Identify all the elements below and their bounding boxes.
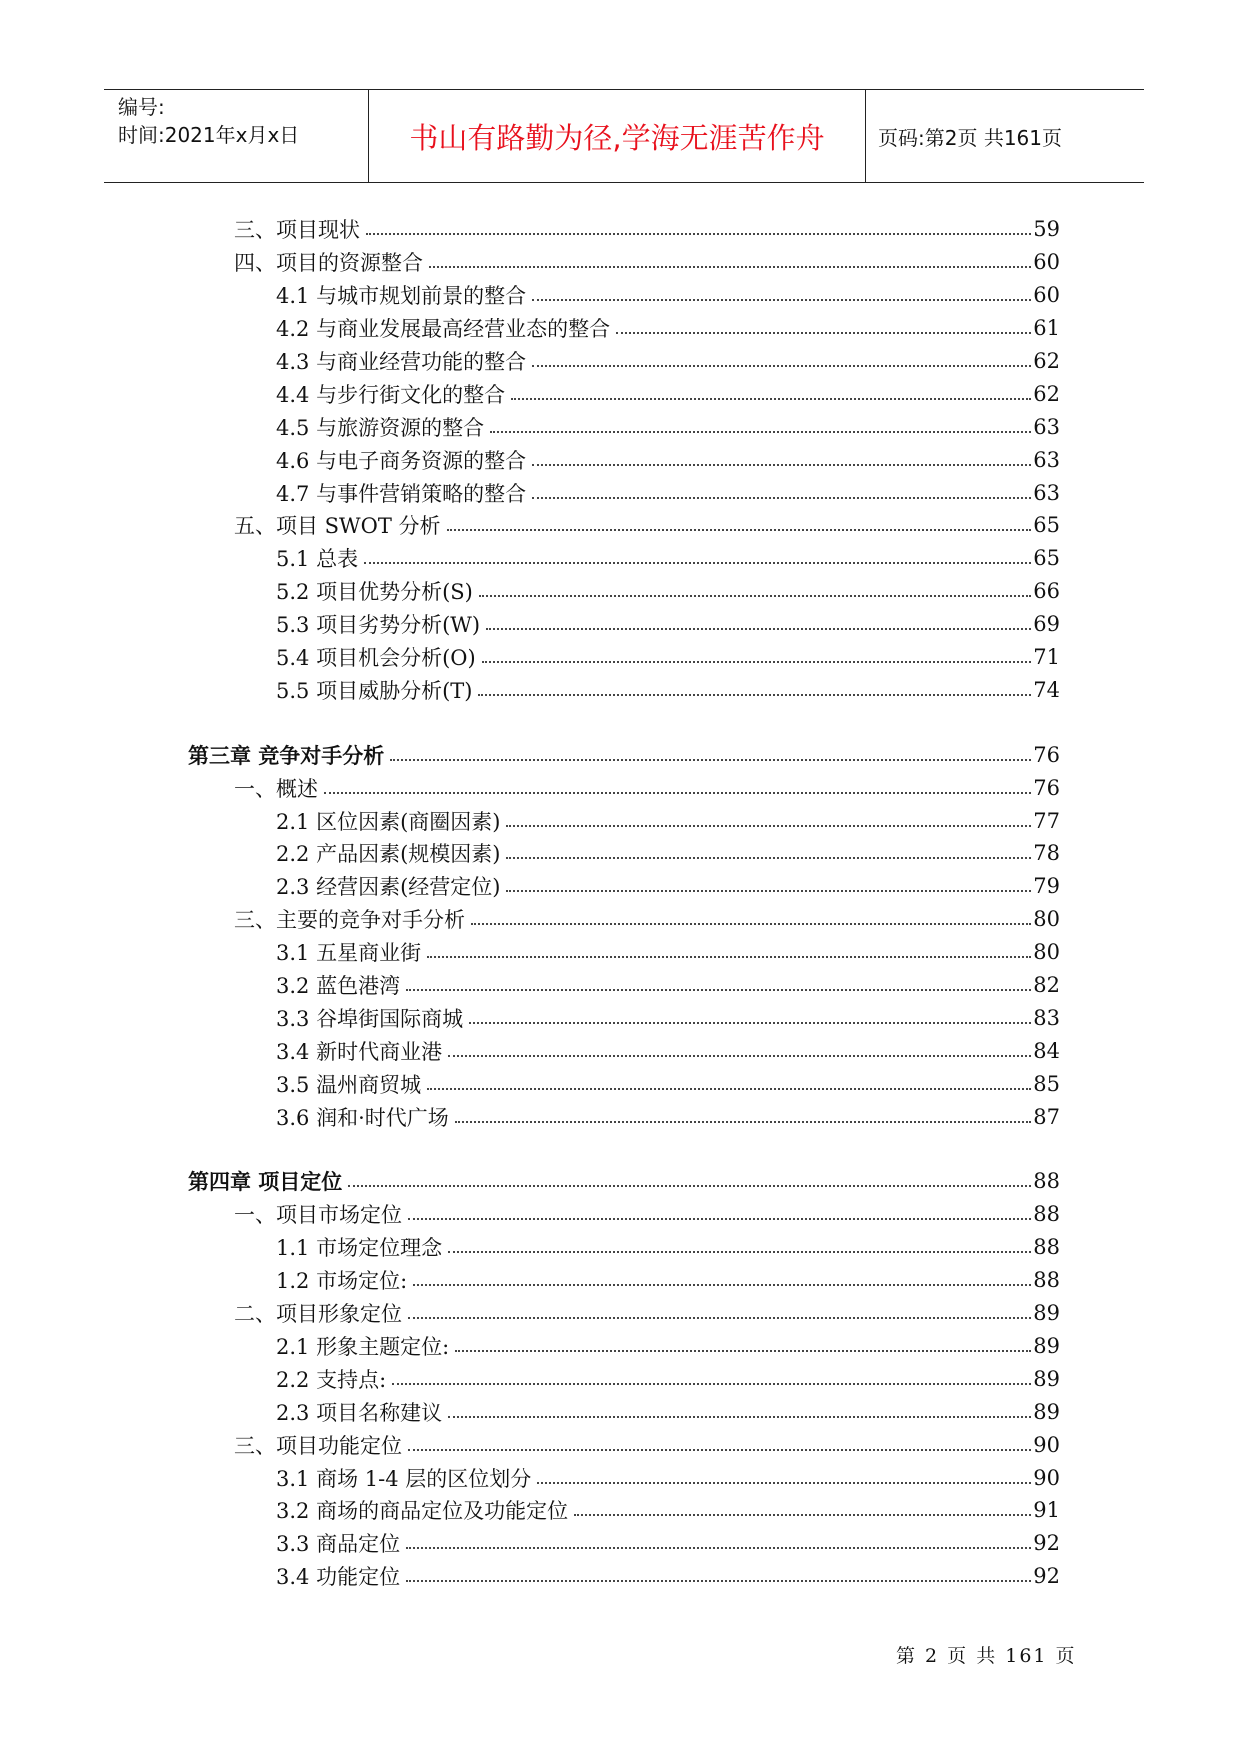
page-header <box>104 89 1144 183</box>
toc-entry-page: 90 <box>1033 1465 1060 1490</box>
toc-entry-title: 4.5 与旅游资源的整合 <box>276 415 485 440</box>
toc-entry[interactable] <box>276 1231 1060 1264</box>
toc-leader-dots <box>429 266 1031 268</box>
toc-entry-page: 62 <box>1033 349 1060 373</box>
toc-entry-title: 4.6 与电子商务资源的整合 <box>276 448 527 473</box>
toc-leader-dots <box>364 562 1031 564</box>
toc-entry[interactable] <box>276 1330 1060 1363</box>
toc-entry[interactable] <box>276 1560 1060 1593</box>
toc-entry-page: 63 <box>1033 414 1060 439</box>
time-label: 时间:2021年x月x日 <box>118 123 300 147</box>
header-page-info: 页码:第2页 共161页 <box>878 125 1062 150</box>
toc-leader-dots <box>324 792 1031 794</box>
toc-entry-page: 82 <box>1033 973 1060 998</box>
toc-leader-dots <box>413 1284 1031 1286</box>
toc-entry-title: 2.2 支持点: <box>276 1367 387 1392</box>
toc-leader-dots <box>392 1383 1031 1385</box>
toc-entry-page: 65 <box>1033 546 1060 571</box>
toc-entry[interactable] <box>276 410 1060 443</box>
toc-entry-title: 3.2 蓝色港湾 <box>276 974 401 999</box>
toc-entry[interactable] <box>276 1001 1060 1034</box>
toc-entry-title: 5.3 项目劣势分析(W) <box>276 613 481 638</box>
toc-entry-title: 3.4 功能定位 <box>276 1565 401 1590</box>
toc-entry-title: 3.3 商品定位 <box>276 1532 401 1557</box>
toc-entry-title: 3.5 温州商贸城 <box>276 1072 422 1097</box>
toc-chapter-entry[interactable] <box>188 1165 1060 1198</box>
toc-entry-page: 92 <box>1033 1531 1060 1556</box>
toc-entry[interactable] <box>276 936 1060 969</box>
toc-entry[interactable] <box>234 246 1060 279</box>
toc-entry-title: 四、项目的资源整合 <box>234 251 423 276</box>
toc-entry[interactable] <box>276 312 1060 345</box>
toc-entry-title: 第四章 项目定位 <box>188 1170 343 1195</box>
toc-entry[interactable] <box>276 1100 1060 1133</box>
toc-leader-dots <box>471 923 1031 925</box>
toc-entry[interactable] <box>276 804 1060 837</box>
toc-leader-dots <box>448 1055 1031 1057</box>
toc-entry[interactable] <box>276 443 1060 476</box>
toc-entry-title: 4.4 与步行街文化的整合 <box>276 382 506 407</box>
toc-leader-dots <box>406 989 1031 991</box>
toc-entry[interactable] <box>234 213 1060 246</box>
toc-entry[interactable] <box>234 509 1060 542</box>
toc-entry-title: 2.1 形象主题定位: <box>276 1334 450 1359</box>
toc-leader-dots <box>511 398 1031 400</box>
toc-leader-dots <box>574 1514 1031 1516</box>
toc-leader-dots <box>408 1317 1031 1319</box>
toc-entry-page: 80 <box>1033 940 1060 965</box>
toc-leader-dots <box>486 628 1031 630</box>
toc-leader-dots <box>506 890 1031 892</box>
toc-entry-title: 5.2 项目优势分析(S) <box>276 580 473 605</box>
toc-entry[interactable] <box>234 1297 1060 1330</box>
toc-entry[interactable] <box>276 1362 1060 1395</box>
toc-entry[interactable] <box>276 279 1060 312</box>
toc-entry-page: 91 <box>1033 1498 1060 1523</box>
toc-entry-title: 3.2 商场的商品定位及功能定位 <box>276 1499 569 1524</box>
toc-entry-page: 60 <box>1033 250 1060 275</box>
toc-entry-title: 三、项目功能定位 <box>234 1433 402 1458</box>
toc-leader-dots <box>348 1185 1031 1187</box>
toc-entry-page: 63 <box>1033 447 1060 472</box>
toc-entry[interactable] <box>276 1034 1060 1067</box>
toc-entry-page: 92 <box>1033 1564 1060 1589</box>
toc-entry-title: 4.7 与事件营销策略的整合 <box>276 481 527 506</box>
toc-entry[interactable] <box>234 903 1060 936</box>
toc-leader-dots <box>408 1449 1031 1451</box>
toc-entry[interactable] <box>276 1067 1060 1100</box>
toc-leader-dots <box>506 825 1031 827</box>
toc-entry-title: 3.1 商场 1-4 层的区位划分 <box>276 1466 532 1491</box>
toc-entry-title: 三、主要的竞争对手分析 <box>234 908 465 933</box>
toc-leader-dots <box>406 1580 1031 1582</box>
toc-entry-page: 61 <box>1033 316 1060 341</box>
toc-entry-title: 3.3 谷埠街国际商城 <box>276 1006 464 1031</box>
toc-leader-dots <box>478 694 1031 696</box>
toc-entry-title: 5.1 总表 <box>276 547 359 572</box>
toc-entry-title: 3.1 五星商业街 <box>276 941 422 966</box>
toc-leader-dots <box>408 1218 1031 1220</box>
toc-entry-title: 5.5 项目威胁分析(T) <box>276 678 473 703</box>
toc-leader-dots <box>455 1121 1032 1123</box>
toc-entry[interactable] <box>276 608 1060 641</box>
toc-entry-page: 60 <box>1033 283 1060 308</box>
toc-entry-page: 69 <box>1033 612 1060 637</box>
toc-entry-page: 87 <box>1033 1104 1060 1129</box>
toc-entry-title: 2.2 产品因素(规模因素) <box>276 842 501 867</box>
toc-chapter-entry[interactable] <box>188 738 1060 771</box>
toc-entry-page: 89 <box>1033 1301 1060 1326</box>
toc-entry[interactable] <box>276 1461 1060 1494</box>
toc-leader-dots <box>427 1088 1031 1090</box>
toc-entry[interactable] <box>276 1264 1060 1297</box>
toc-leader-dots <box>447 529 1032 531</box>
toc-entry-page: 63 <box>1033 480 1060 505</box>
toc-leader-dots <box>448 1416 1031 1418</box>
table-of-contents <box>0 213 1241 1593</box>
header-motto: 书山有路勤为径,学海无涯苦作舟 <box>409 120 825 155</box>
toc-leader-dots <box>427 956 1031 958</box>
toc-entry[interactable] <box>276 575 1060 608</box>
toc-entry-page: 71 <box>1033 645 1060 670</box>
toc-entry-page: 76 <box>1033 742 1060 767</box>
toc-entry-page: 89 <box>1033 1333 1060 1358</box>
serial-label: 编号: <box>118 95 165 119</box>
toc-entry-page: 88 <box>1033 1235 1060 1260</box>
toc-entry[interactable] <box>276 1494 1060 1527</box>
toc-entry-page: 89 <box>1033 1399 1060 1424</box>
toc-leader-dots <box>490 431 1031 433</box>
toc-entry-title: 1.2 市场定位: <box>276 1269 408 1294</box>
toc-leader-dots <box>532 365 1031 367</box>
toc-entry-page: 65 <box>1033 513 1060 538</box>
toc-leader-dots <box>366 233 1031 235</box>
toc-entry-title: 一、项目市场定位 <box>234 1203 402 1228</box>
toc-entry-title: 4.3 与商业经营功能的整合 <box>276 350 527 374</box>
toc-entry[interactable] <box>276 870 1060 903</box>
toc-leader-dots <box>532 299 1031 301</box>
toc-entry-page: 88 <box>1033 1169 1060 1194</box>
toc-leader-dots <box>469 1022 1031 1024</box>
toc-leader-dots <box>406 1547 1031 1549</box>
toc-entry-page: 80 <box>1033 907 1060 932</box>
toc-entry-page: 77 <box>1033 808 1060 833</box>
toc-entry-title: 2.1 区位因素(商圈因素) <box>276 809 501 834</box>
toc-entry-page: 84 <box>1033 1038 1060 1063</box>
toc-entry-title: 二、项目形象定位 <box>234 1302 402 1327</box>
toc-entry-title: 1.1 市场定位理念 <box>276 1236 443 1261</box>
toc-leader-dots <box>448 1251 1031 1253</box>
toc-entry-page: 89 <box>1033 1366 1060 1391</box>
toc-entry[interactable] <box>276 377 1060 410</box>
toc-entry-page: 90 <box>1033 1432 1060 1457</box>
toc-entry[interactable] <box>276 641 1060 674</box>
toc-entry-page: 59 <box>1033 217 1060 242</box>
toc-leader-dots <box>506 857 1031 859</box>
toc-leader-dots <box>482 661 1032 663</box>
toc-entry-title: 第三章 竞争对手分析 <box>188 743 385 768</box>
toc-entry-title: 五、项目 SWOT 分析 <box>234 514 441 539</box>
toc-entry[interactable] <box>276 969 1060 1002</box>
toc-leader-dots <box>532 464 1031 466</box>
toc-entry[interactable] <box>234 1428 1060 1461</box>
toc-entry-page: 79 <box>1033 874 1060 899</box>
toc-entry-title: 三、项目现状 <box>234 218 360 243</box>
toc-leader-dots <box>455 1350 1031 1352</box>
toc-leader-dots <box>616 332 1031 334</box>
toc-entry-title: 3.4 新时代商业港 <box>276 1039 443 1064</box>
toc-entry[interactable] <box>234 771 1060 804</box>
toc-leader-dots <box>537 1482 1031 1484</box>
toc-entry[interactable] <box>276 1395 1060 1428</box>
toc-entry[interactable] <box>234 1198 1060 1231</box>
toc-entry[interactable] <box>276 476 1060 509</box>
toc-leader-dots <box>390 759 1031 761</box>
toc-entry-title: 4.1 与城市规划前景的整合 <box>276 284 527 309</box>
toc-entry-title: 4.2 与商业发展最高经营业态的整合 <box>276 317 611 342</box>
toc-entry-page: 78 <box>1033 841 1060 866</box>
toc-entry[interactable] <box>276 837 1060 870</box>
toc-entry-title: 2.3 经营因素(经营定位) <box>276 875 501 900</box>
toc-entry-title: 3.6 润和·时代广场 <box>276 1105 449 1130</box>
header-meta <box>118 93 299 149</box>
toc-entry[interactable] <box>276 345 1060 378</box>
toc-leader-dots <box>479 595 1031 597</box>
header-divider-right <box>865 89 866 183</box>
toc-leader-dots <box>532 497 1031 499</box>
toc-entry-page: 88 <box>1033 1268 1060 1293</box>
toc-entry-page: 74 <box>1033 677 1060 702</box>
page-footer: 第 2 页 共 161 页 <box>896 1645 1077 1667</box>
toc-entry-title: 2.3 项目名称建议 <box>276 1400 443 1425</box>
toc-entry[interactable] <box>276 542 1060 575</box>
toc-entry-page: 62 <box>1033 381 1060 406</box>
toc-entry-title: 5.4 项目机会分析(O) <box>276 646 476 671</box>
toc-entry[interactable] <box>276 1527 1060 1560</box>
toc-entry-title: 一、概述 <box>234 776 318 801</box>
toc-entry-page: 76 <box>1033 775 1060 800</box>
toc-entry[interactable] <box>276 673 1060 706</box>
toc-entry-page: 88 <box>1033 1202 1060 1227</box>
toc-entry-page: 83 <box>1033 1005 1060 1030</box>
toc-entry-page: 85 <box>1033 1071 1060 1096</box>
toc-entry-page: 66 <box>1033 579 1060 604</box>
